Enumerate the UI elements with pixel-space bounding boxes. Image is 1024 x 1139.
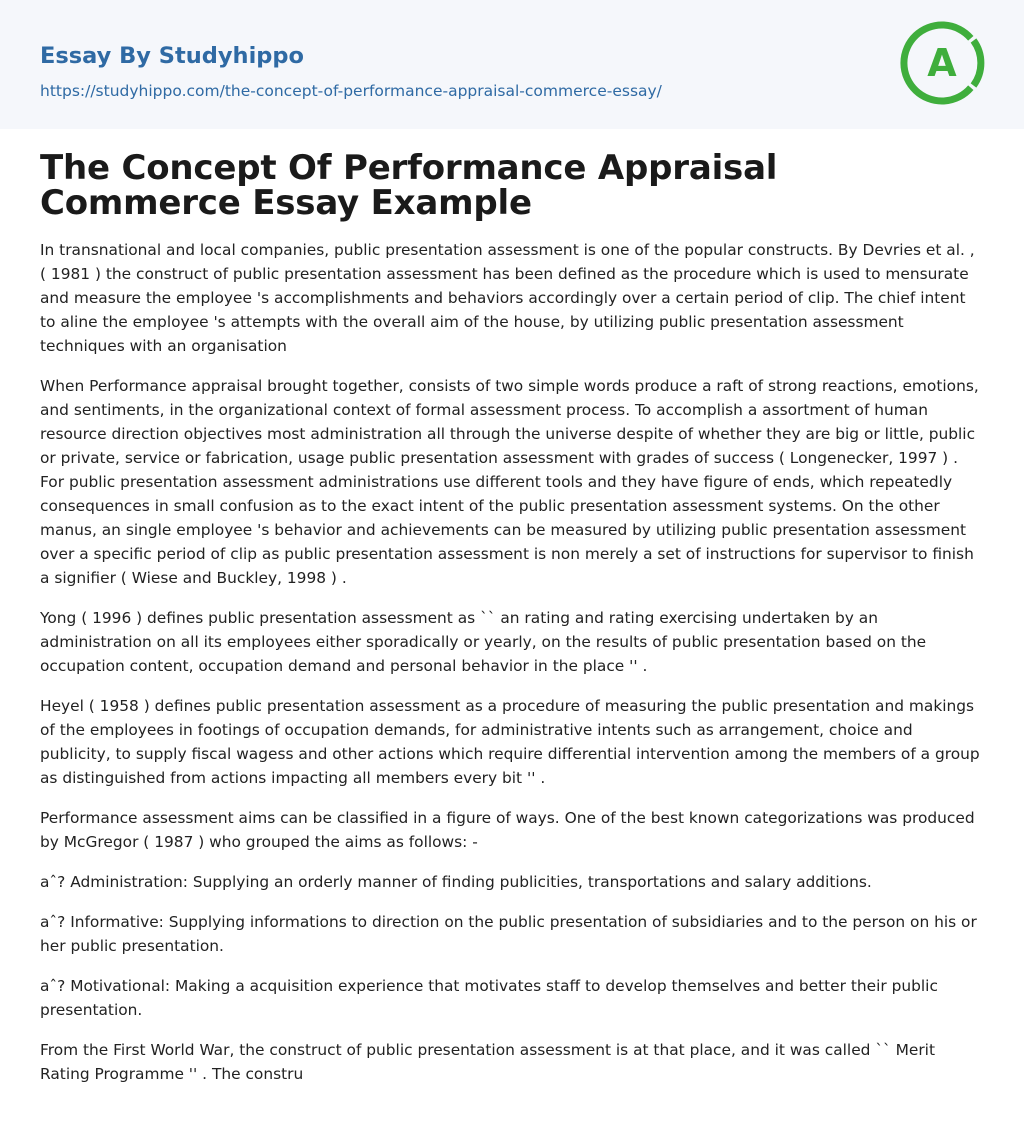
essay-paragraph: Heyel ( 1958 ) defines public presentation assessment as a procedure of measuring the public presentation and makings of the employees in footings of occupation demands, for administrative intents such as arrangement, choice and publicity, to supply fiscal wagess and other actions which require differential intervention among the members of a group as distinguished from actions impacting all members every bit '' . bbox=[40, 697, 980, 787]
studyhippo-logo-icon[interactable] bbox=[899, 20, 985, 106]
essay-paragraph: In transnational and local companies, public presentation assessment is one of the popular constructs. By Devries et al. , ( 1981 ) the construct of public presentation assessment has been defined as the procedure which is used to mensurate and measure the employee 's accomplishments and behaviors accordingly over a certain period of clip. The chief intent to aline the employee 's attempts with the overall aim of the house, by utilizing public presentation assessment techniques with an organisation bbox=[40, 241, 975, 355]
logo-ring-icon bbox=[899, 20, 985, 106]
logo-letter: A bbox=[927, 41, 957, 85]
essay-list-item: aˆ? Administration: Supplying an orderly manner of finding publicities, transportations and salary additions. bbox=[40, 873, 872, 891]
essay-content bbox=[0, 148, 1024, 1086]
page-title: The Concept Of Performance Appraisal Commerce Essay Example bbox=[40, 148, 778, 223]
essay-list-item: aˆ? Motivational: Making a acquisition experience that motivates staff to develop themselves and better their public presentation. bbox=[40, 977, 938, 1019]
essay-body bbox=[40, 238, 984, 1086]
brand-title: Essay By Studyhippo bbox=[40, 43, 304, 69]
essay-paragraph: Performance assessment aims can be classified in a figure of ways. One of the best known categorizations was produced by McGregor ( 1987 ) who grouped the aims as follows: - bbox=[40, 809, 975, 851]
site-header bbox=[0, 0, 1024, 129]
essay-paragraph: From the First World War, the construct of public presentation assessment is at that place, and it was called `` Merit Rating Programme '' . The constru bbox=[40, 1041, 935, 1083]
essay-paragraph: Yong ( 1996 ) defines public presentation assessment as `` an rating and rating exercising undertaken by an administration on all its employees either sporadically or yearly, on the results of public presentation based on the occupation content, occupation demand and personal behavior in the place '' . bbox=[40, 609, 927, 675]
essay-url-link[interactable]: https://studyhippo.com/the-concept-of-performance-appraisal-commerce-essay/ bbox=[40, 82, 662, 100]
essay-list-item: aˆ? Informative: Supplying informations to direction on the public presentation of subsidiaries and to the person on his or her public presentation. bbox=[40, 913, 977, 955]
essay-paragraph: When Performance appraisal brought together, consists of two simple words produce a raft of strong reactions, emotions, and sentiments, in the organizational context of formal assessment process. To accomplish a assortment of human resource direction objectives most administration all through the universe despite of whether they are big or little, public or private, service or fabrication, usage public presentation assessment with grades of success ( Longenecker, 1997 ) . For public presentation assessment administrations use different tools and they have figure of ends, which repeatedly consequences in small confusion as to the exact intent of the public presentation assessment systems. On the other manus, an single employee 's behavior and achievements can be measured by utilizing public presentation assessment over a specific period of clip as public presentation assessment is non merely a set of instructions for supervisor to finish a signifier ( Wiese and Buckley, 1998 ) . bbox=[40, 377, 979, 587]
